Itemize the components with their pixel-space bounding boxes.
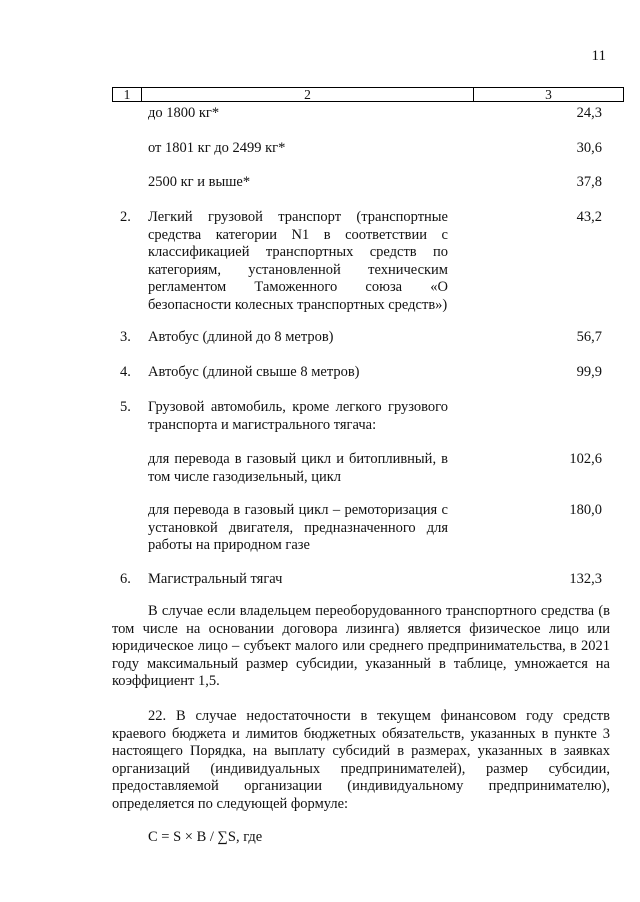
table-header-col-2: 2 [142,88,474,101]
table-row-text: 2500 кг и выше* [148,174,251,190]
table-row-number: 5. [120,399,131,415]
table-row-value: 43,2 [576,209,602,225]
table-row-number: 6. [120,571,131,587]
table-row-text: для перевода в газовый цикл – ремоторизация с установкой двигателя, предназначенного для работы на природном газе [148,502,448,553]
table-row-number: 2. [120,209,131,225]
table-row-text: Грузовой автомобиль, кроме легкого грузового транспорта и магистрального тягача: [148,399,448,433]
table-row-text: Автобус (длиной свыше 8 метров) [148,364,360,380]
table-row-value: 30,6 [576,140,602,156]
table-row-text: для перевода в газовый цикл и битопливный, в том числе газодизельный, цикл [148,451,448,485]
table-row-text: Легкий грузовой транспорт (транспортные средства категории N1 в соответствии с классификацией транспортных средств по категориям, установленной техническим регламентом Таможенного союза «О безопасности колесных транспортных средств») [148,209,448,313]
table-row-value: 24,3 [576,105,602,121]
formula: С = S × B / ∑S, где [148,829,263,845]
table-row-value: 180,0 [569,502,602,518]
table-row-text: Магистральный тягач [148,571,283,587]
table-header-col-3: 3 [545,87,552,102]
table-row-value: 102,6 [569,451,602,467]
page-number: 11 [591,48,606,64]
paragraph-leasing-coefficient: В случае если владельцем переоборудованного транспортного средства (в том числе на основании договора лизинга) является физическое лицо или юридическое лицо – субъект малого или среднего предпринимательства, в 2021 году максимальный размер субсидии, указанный в таблице, умножается на коэффициент 1,5. [112,603,610,689]
table-row-value: 37,8 [576,174,602,190]
table-row-text: Автобус (длиной до 8 метров) [148,329,334,345]
table-header [112,87,624,102]
table-row-number: 3. [120,329,131,345]
table-row-text: от 1801 кг до 2499 кг* [148,140,286,156]
table-row-number: 4. [120,364,131,380]
table-row-value: 132,3 [569,571,602,587]
table-row-text: до 1800 кг* [148,105,220,121]
paragraph-22: 22. В случае недостаточности в текущем финансовом году средств краевого бюджета и лимитов бюджетных обязательств, указанных в пункте 3 настоящего Порядка, на выплату субсидий в размерах, указанных в заявках организаций (индивидуальных предпринимателей), размер субсидии, предоставляемой организации (индивидуальному предпринимателю), определяется по следующей формуле: [112,708,610,812]
table-row-value: 56,7 [576,329,602,345]
table-header-col-1: 1 [113,88,142,101]
table-row-value: 99,9 [576,364,602,380]
